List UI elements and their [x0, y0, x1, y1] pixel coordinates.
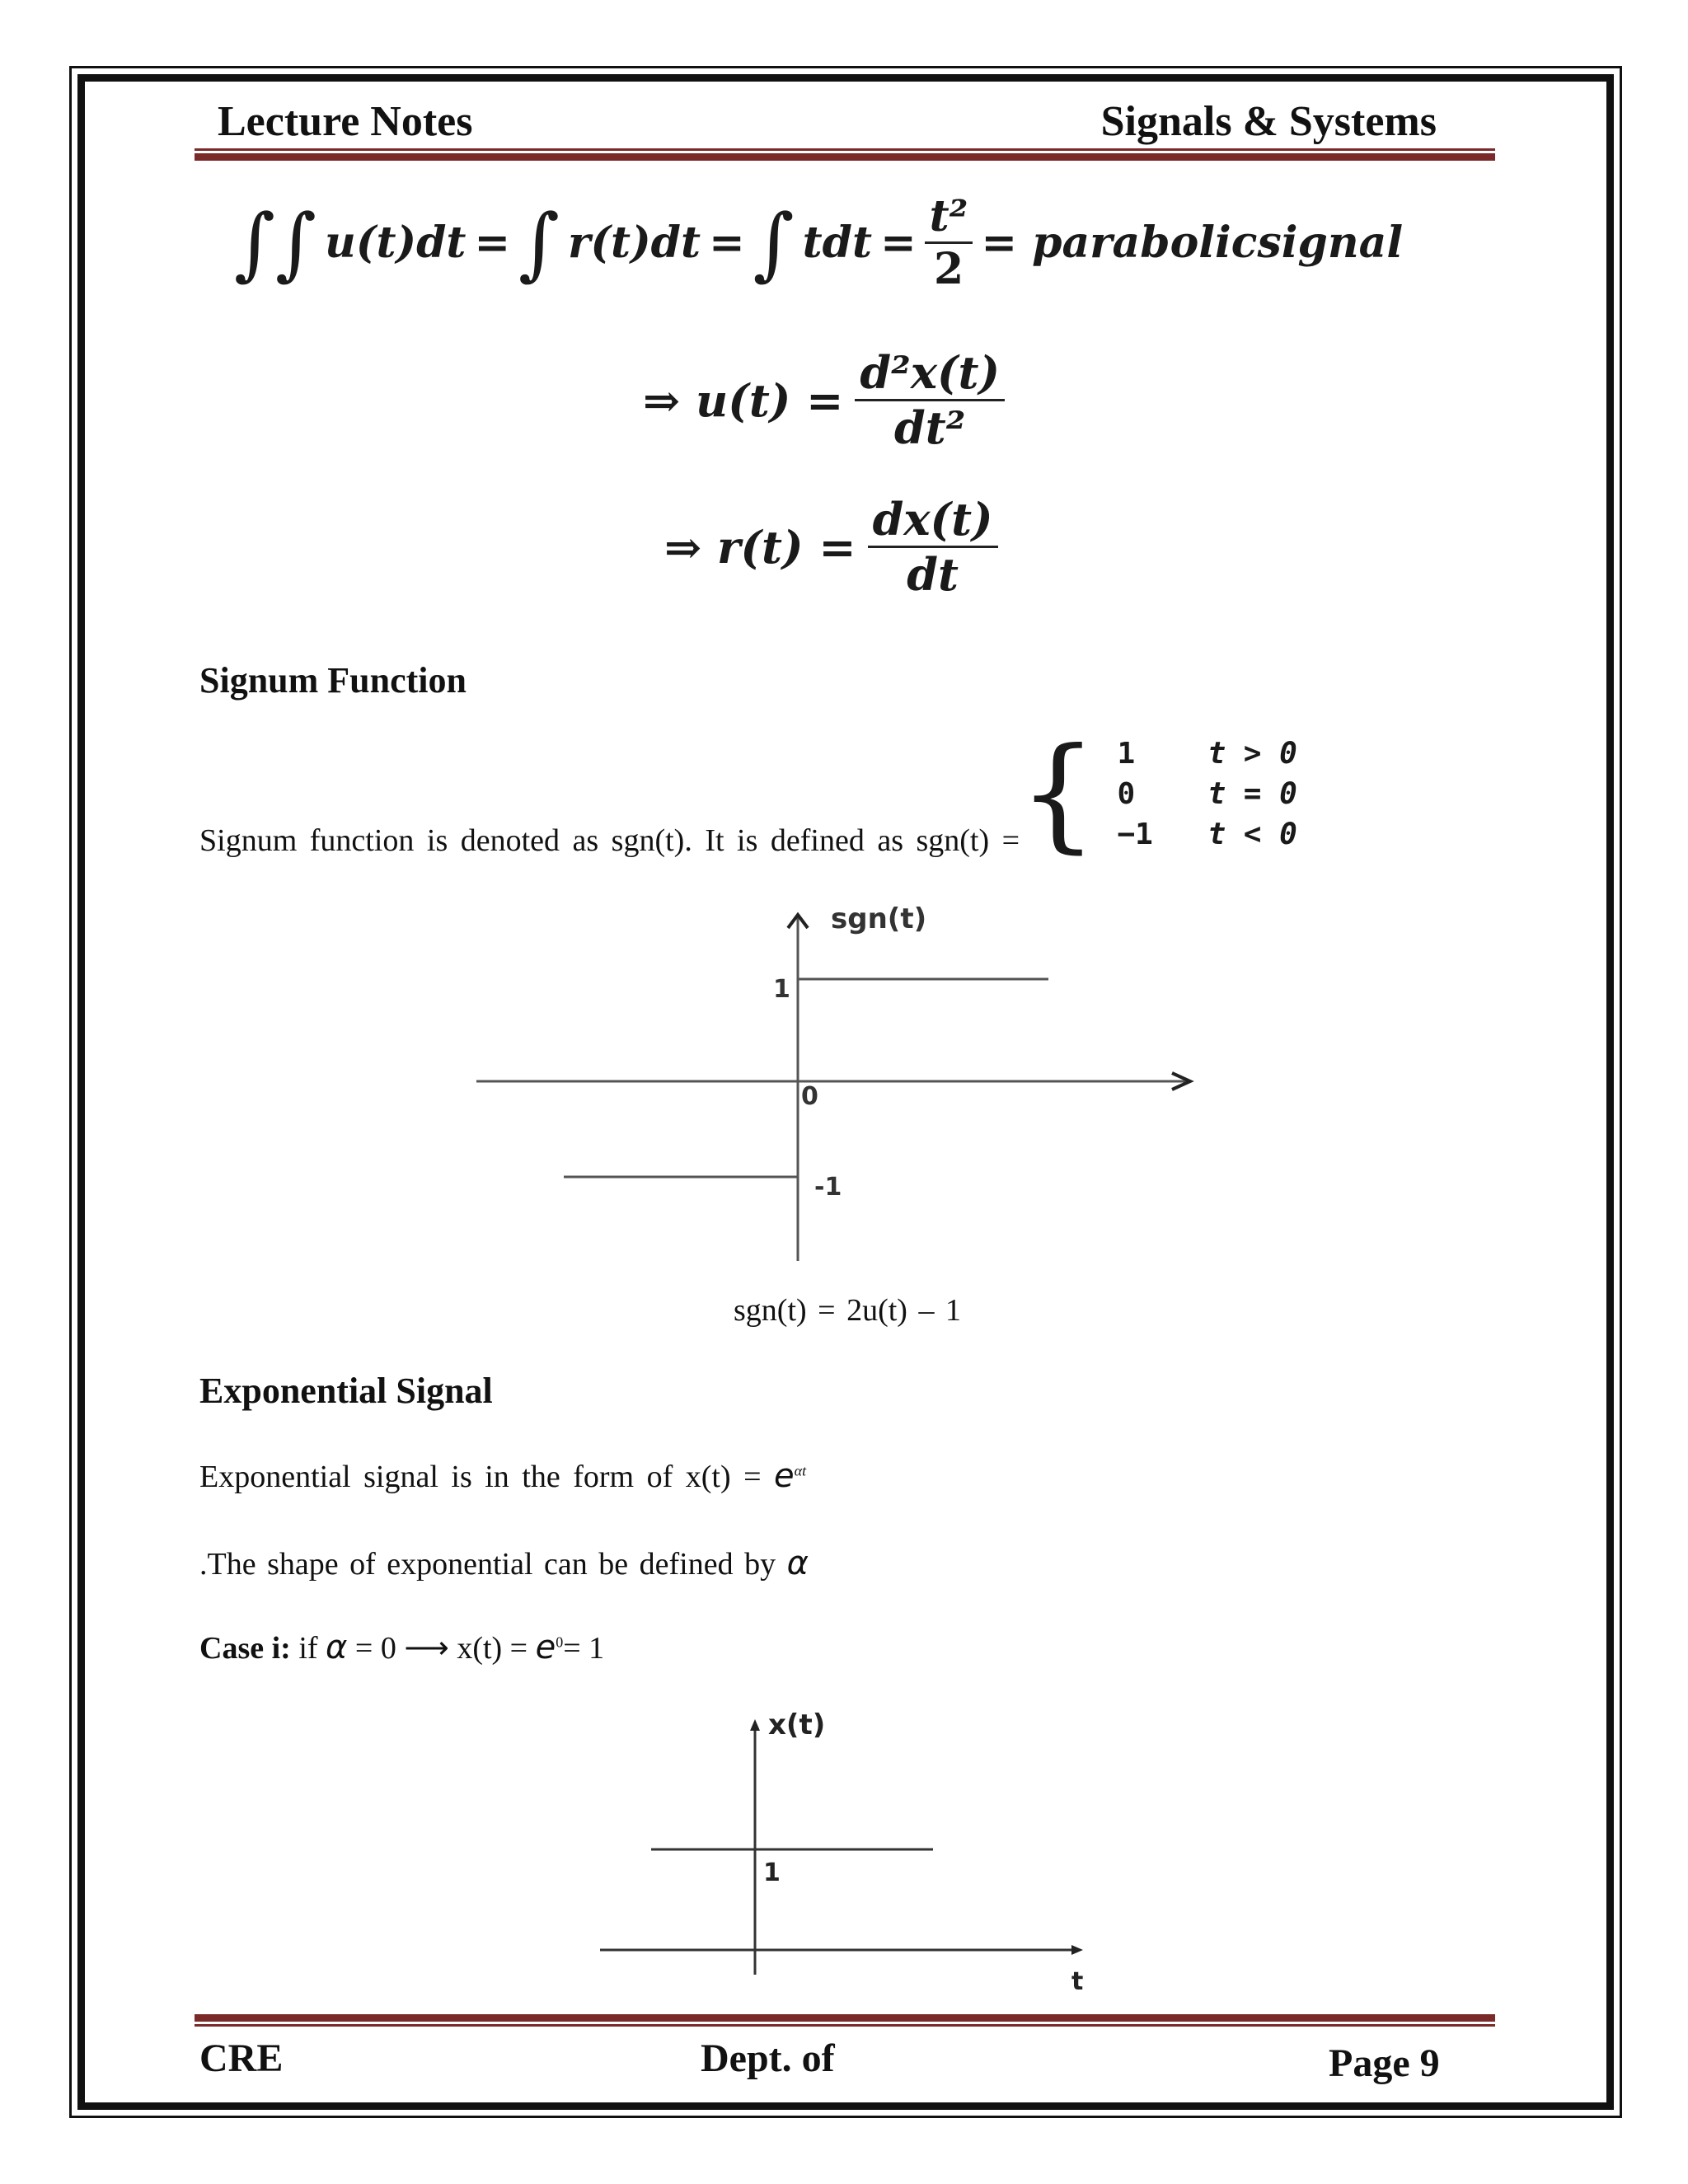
case-value: 1: [1117, 736, 1136, 771]
alpha-symbol: α: [326, 1629, 348, 1666]
y-axis-label: x(t): [768, 1708, 826, 1741]
double-integral-sign: ∫∫: [234, 196, 317, 289]
case-text-if: if: [298, 1631, 318, 1666]
exponential-shape-line: [199, 1544, 809, 1582]
parabolic-rhs-integrand: tdt: [802, 218, 873, 268]
parabolic-lhs-integrand: u(t)dt: [325, 218, 467, 268]
unit-step-equation: [643, 346, 1005, 454]
case-value: 0: [1117, 776, 1136, 811]
exponential-exponent: αt: [794, 1462, 807, 1479]
tick-label-negative: -1: [814, 1173, 842, 1202]
parabolic-frac-num: t²: [929, 191, 968, 241]
header-title-right: Signals & Systems: [1100, 98, 1437, 145]
ramp-num: dx(t): [872, 493, 993, 546]
ramp-lhs: ⇒ r(t) =: [664, 520, 856, 574]
alpha-symbol: α: [786, 1544, 809, 1582]
y-axis-arrow: [750, 1719, 760, 1731]
footer-center: Dept. of: [701, 2036, 835, 2080]
parabolic-equals-1: =: [474, 218, 511, 268]
parabolic-fraction: [925, 191, 973, 294]
exponential-form-line: [199, 1457, 806, 1495]
signum-heading: Signum Function: [199, 660, 467, 701]
case-base: e: [535, 1629, 556, 1666]
case-label: Case i:: [199, 1631, 291, 1666]
header-rule-thick: [195, 153, 1495, 161]
footer-rule-thick: [195, 2014, 1495, 2022]
header-rule-thin: [195, 148, 1495, 151]
parabolic-mid-integrand: r(t)dt: [568, 218, 701, 268]
signum-definition-text: Signum function is denoted as sgn(t). It is defined as sgn(t) =: [199, 823, 1020, 858]
parabolic-equation: [234, 191, 1403, 294]
left-brace: {: [1019, 722, 1098, 865]
case-condition: t = 0: [1207, 776, 1297, 811]
unit-step-num: d²x(t): [860, 346, 1001, 399]
ramp-fraction: [868, 493, 998, 601]
footer-page-number: Page 9: [1329, 2041, 1440, 2085]
integral-sign-2: ∫: [753, 196, 795, 289]
parabolic-equals-2: =: [709, 218, 745, 268]
unit-step-den: dt²: [894, 401, 966, 454]
parabolic-result: = parabolicsignal: [981, 218, 1404, 268]
parabolic-equals-3: =: [880, 218, 917, 268]
ramp-den: dt: [907, 548, 959, 601]
tick-label-positive: 1: [773, 975, 790, 1004]
case-exponent: 0: [556, 1633, 564, 1651]
y-axis-label: sgn(t): [831, 902, 927, 935]
exponential-form-text: Exponential signal is in the form of x(t) =: [199, 1460, 762, 1494]
x-axis-arrow: [1071, 1945, 1083, 1955]
exponential-graph: [577, 1706, 1137, 2003]
case-condition: t < 0: [1207, 817, 1297, 851]
case-value: −1: [1117, 817, 1153, 851]
case-text-result: = 1: [563, 1631, 605, 1666]
unit-step-lhs: ⇒ u(t) =: [643, 373, 844, 427]
signum-cases: [1019, 722, 1323, 865]
signum-cases-grid: [1117, 737, 1323, 851]
ramp-equation: [664, 493, 998, 601]
case-condition: t > 0: [1207, 736, 1297, 771]
exponential-shape-text: .The shape of exponential can be defined by: [199, 1547, 776, 1582]
footer-left: CRE: [199, 2036, 284, 2080]
exponential-case-line: [199, 1629, 604, 1666]
level-label: 1: [763, 1858, 781, 1887]
header-title-left: Lecture Notes: [218, 98, 473, 145]
x-axis-label: t: [1071, 1967, 1084, 1996]
origin-label: 0: [801, 1082, 818, 1111]
parabolic-frac-den: 2: [933, 244, 964, 294]
unit-step-fraction: [855, 346, 1005, 454]
exponential-heading: Exponential Signal: [199, 1371, 493, 1411]
footer-rule-thin: [195, 2024, 1495, 2027]
signum-graph: [462, 898, 1220, 1269]
case-text-arrow: = 0 ⟶ x(t) =: [354, 1631, 528, 1666]
exponential-base: e: [774, 1457, 795, 1495]
integral-sign-1: ∫: [518, 196, 560, 289]
signum-caption: sgn(t) = 2u(t) – 1: [734, 1293, 961, 1328]
